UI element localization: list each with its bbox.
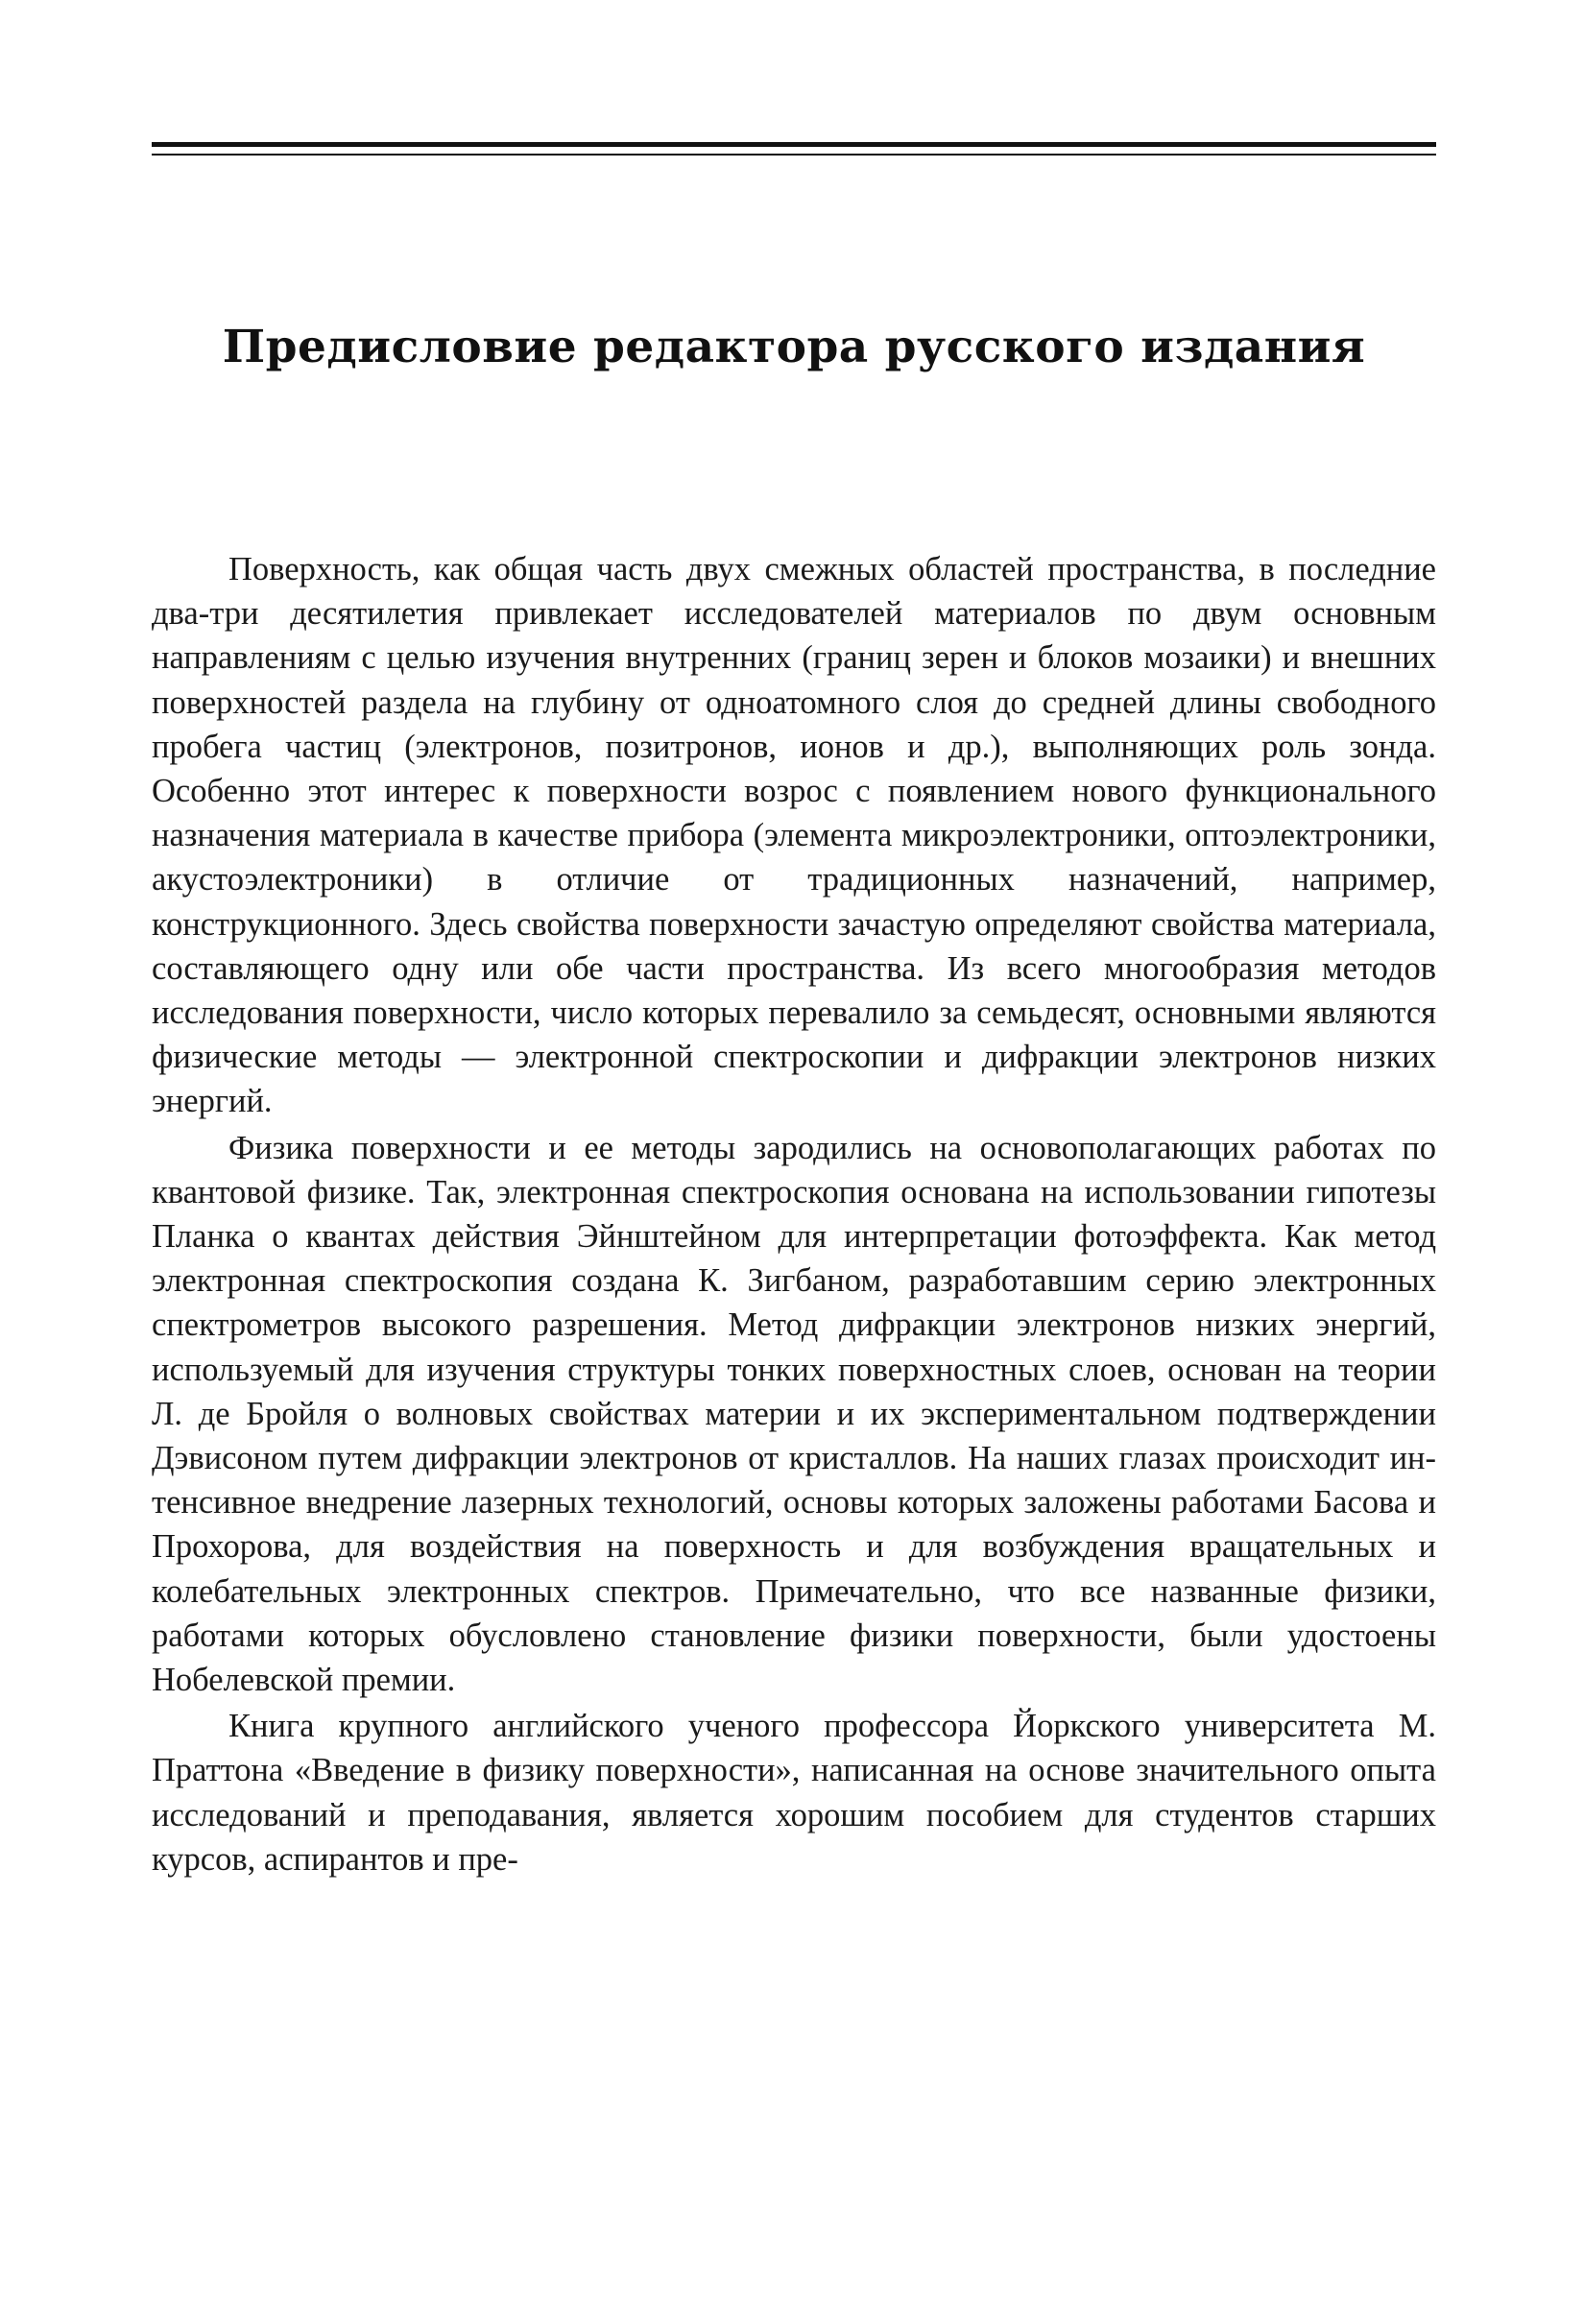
header-rule-thick xyxy=(152,142,1436,147)
paragraph-1: Поверхность, как общая часть двух смежных областей пространства, в последние два-три десятилетия привлекает исследователей материалов по двум основным направлениям с целью изучения внутренних (границ зерен и блоков мозаики) и внешних поверхностей раздела на глубину от одноатомного слоя до средней длины свободного пробега частиц (электронов, позитронов, ионов и др.), выполняющих роль зонда. Особенно этот интерес к поверхности возрос с появлением нового функционального назначения материала в качестве прибора (элемента микроэлектроники, оптоэлектроники, акустоэлектроники) в отличие от традиционных назначений, например, конструкционного. Здесь свойства поверхности зачастую определяют свойства материала, составляющего одну или обе части пространства. Из всего многообразия методов исследования поверхности, число которых перевалило за семьдесят, основными являются физические методы — электронной спектроскопии и дифракции электронов низких энергий. xyxy=(152,551,1436,1120)
header-rule-thin xyxy=(152,154,1436,156)
paragraph-3: Книга крупного английского ученого профессора Йоркского университета М. Праттона «Введение в физику поверхности», написанная на основе значительного опыта исследований и преподавания, является хорошим пособием для студентов старших курсов, аспирантов и пре- xyxy=(152,1708,1436,1878)
paragraph-2: Физика поверхности и ее методы зародились на основополагающих работах по квантовой физике. Так, электронная спектроскопия основана на использовании гипотезы Планка о квантах действия Эйнштейном для интерпретации фотоэффекта. Как метод электронная спектроскопия создана К. Зигбаном, разработавшим серию электронных спектрометров высокого разрешения. Метод дифракции электронов низких энергий, используемый для изучения структуры тонких поверхностных слоев, основан на теории Л. де Бройля о волновых свойствах материи и их экспериментальном подтверждении Дэвисоном путем дифракции электронов от кристаллов. На наших глазах происходит интенсивное внедрение лазерных технологий, основы которых заложены работами Басова и Прохорова, для воздействия на поверхность и для возбуждения вращательных и колебательных электронных спектров. Примечательно, что все названные физики, работами которых обусловлено становление физики поверхности, были удостоены Нобелевской премии. xyxy=(152,1129,1436,1699)
page-title: Предисловие редактора русского издания xyxy=(222,321,1366,373)
body-text xyxy=(152,547,1436,1881)
